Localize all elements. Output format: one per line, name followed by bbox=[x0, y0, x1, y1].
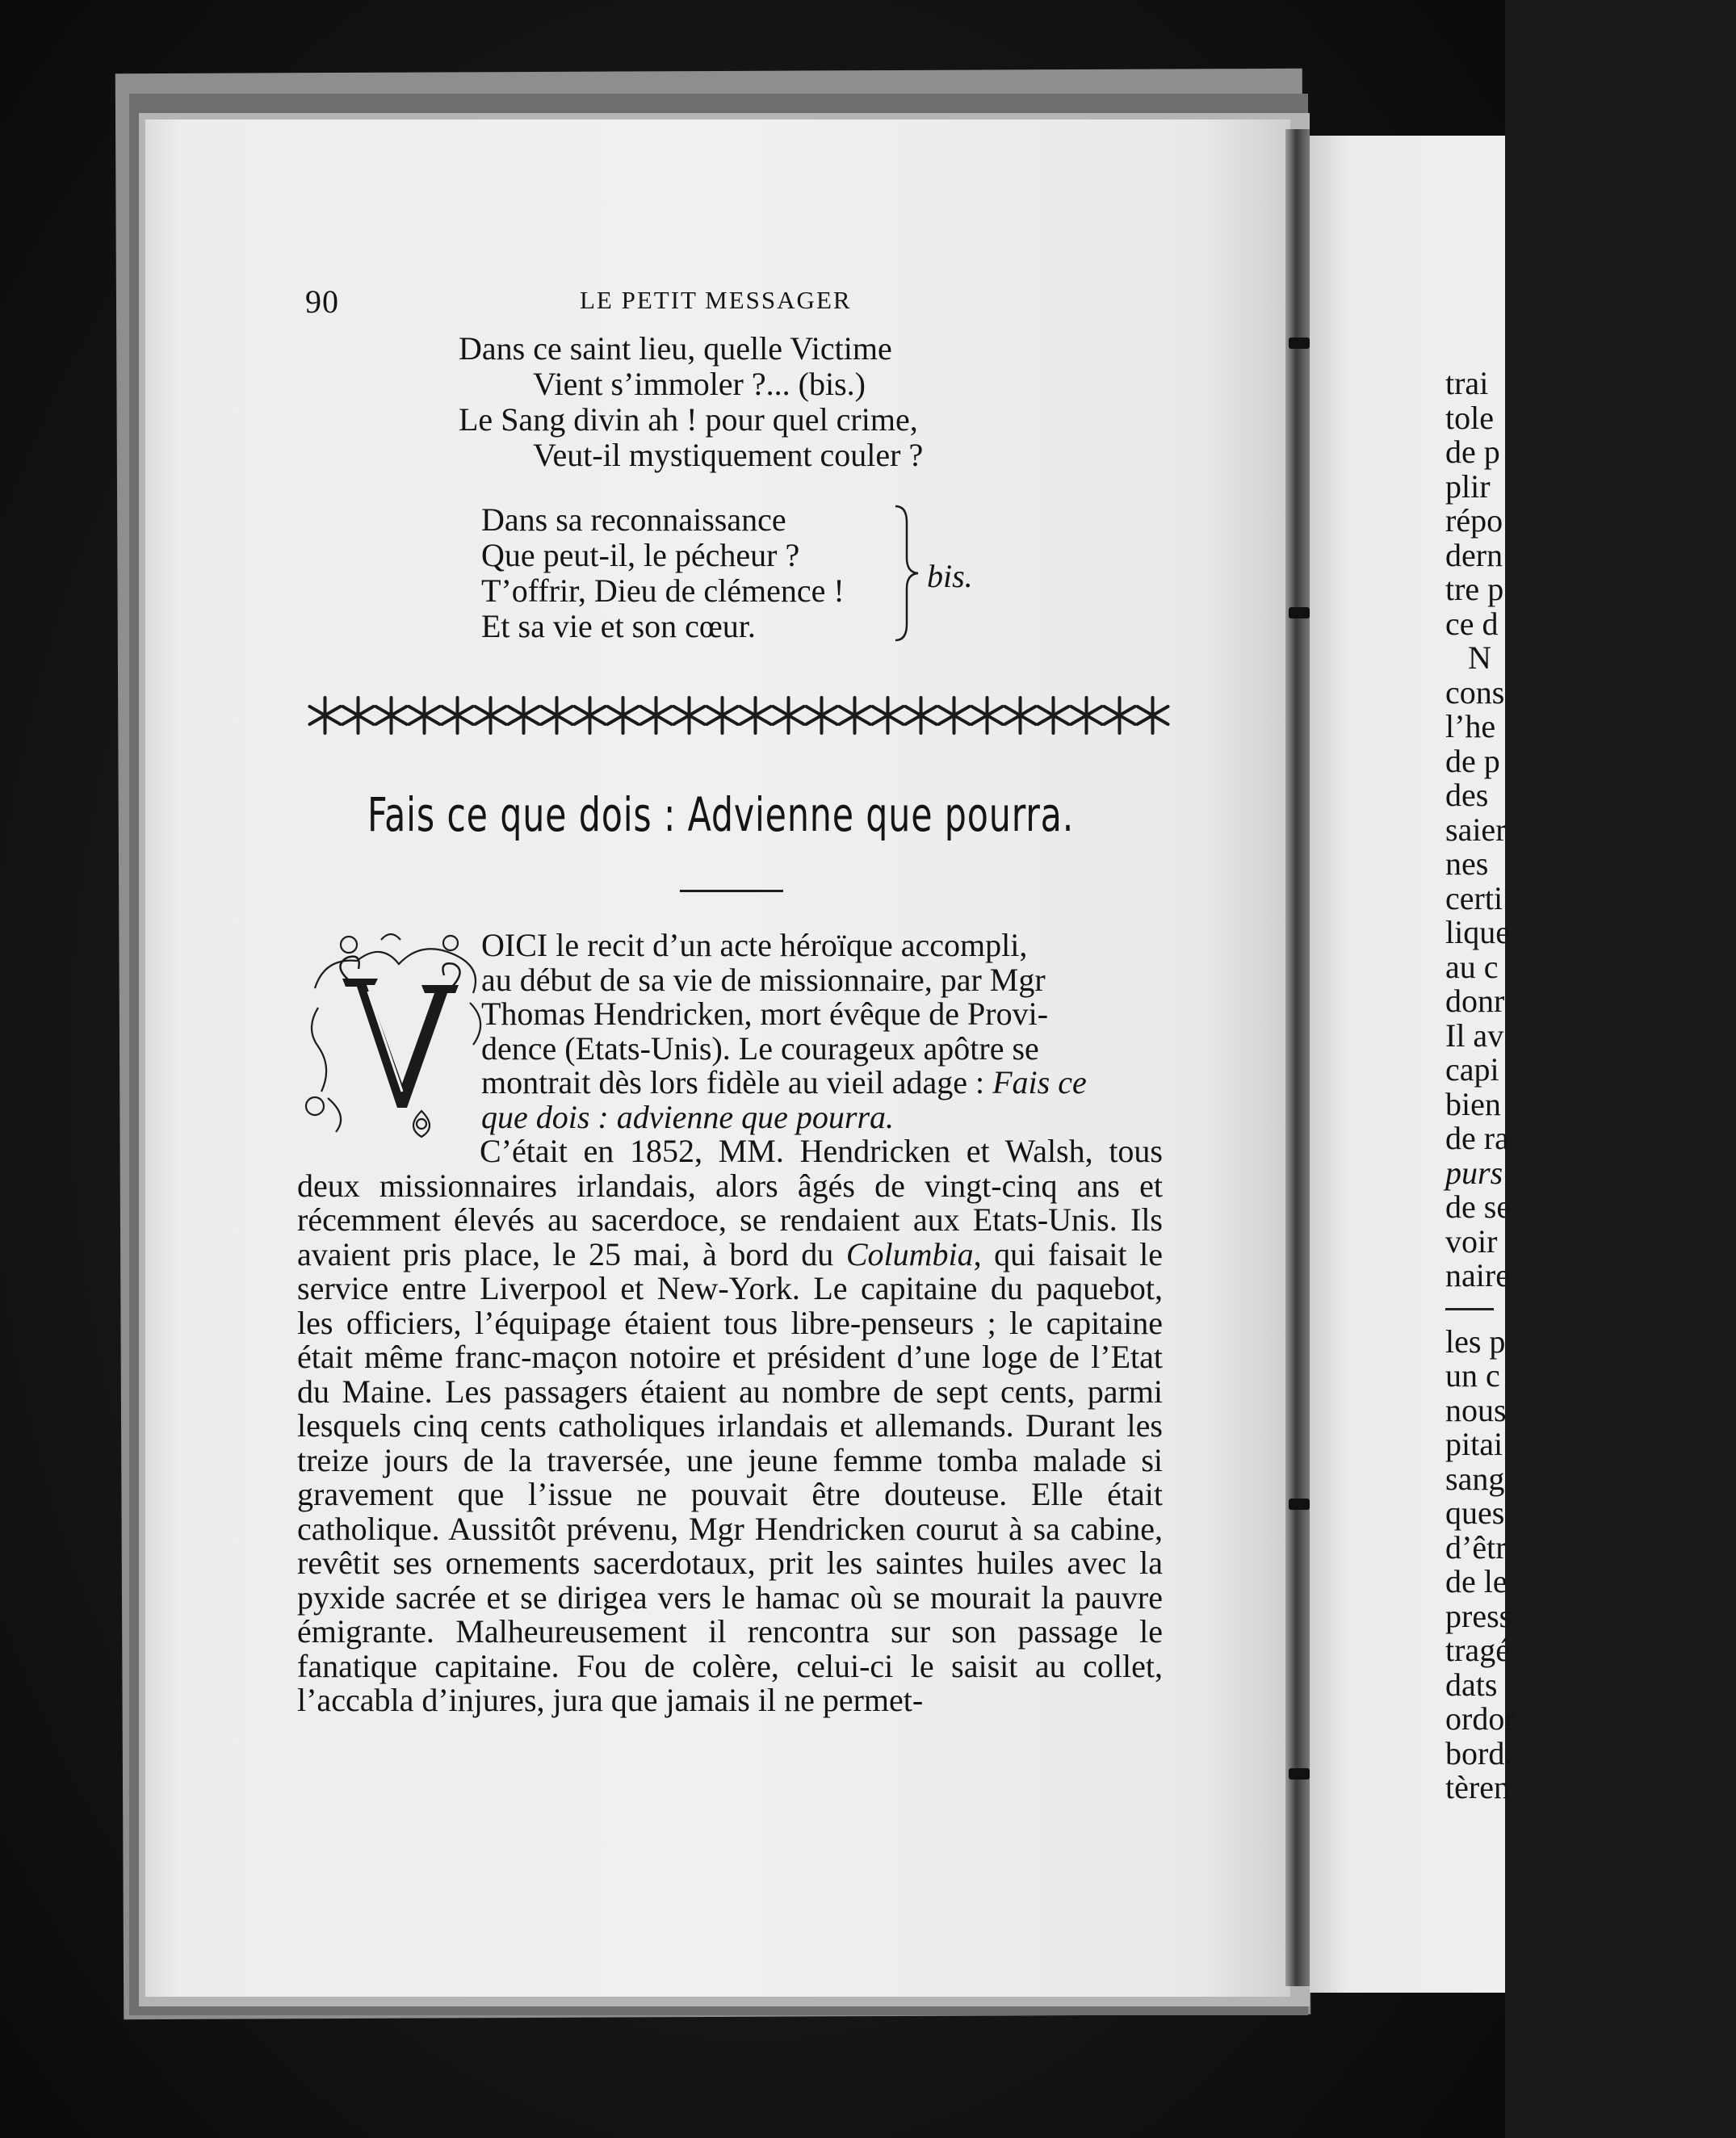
asterisk-ornament-icon bbox=[409, 698, 440, 733]
verse-line: Vient s’immoler ?... (bis.) bbox=[533, 366, 866, 402]
asterisk-ornament-icon bbox=[542, 698, 572, 733]
facing-page-line: de le bbox=[1445, 1563, 1507, 1599]
asterisk-ornament-icon bbox=[641, 698, 672, 733]
article-body bbox=[297, 929, 1163, 1718]
facing-page-line: bord. bbox=[1445, 1734, 1513, 1771]
asterisk-ornament-icon bbox=[1038, 698, 1069, 733]
asterisk-ornament-icon bbox=[1005, 698, 1036, 733]
facing-page-line: tèren bbox=[1445, 1769, 1510, 1805]
asterisk-ornament-icon bbox=[310, 698, 341, 733]
asterisk-ornament-icon bbox=[476, 698, 506, 733]
facing-page-line: nes bbox=[1445, 845, 1489, 882]
chorus-line: Et sa vie et son cœur. bbox=[481, 608, 756, 644]
facing-page-line: donr bbox=[1445, 983, 1505, 1019]
asterisk-ornament-divider bbox=[308, 693, 1169, 738]
facing-page-line: lique bbox=[1445, 914, 1510, 950]
facing-page-line: sang bbox=[1445, 1460, 1505, 1497]
facing-page-line: les p bbox=[1445, 1323, 1506, 1360]
dropcap-line bbox=[481, 1066, 1163, 1100]
facing-page-line: tragé bbox=[1445, 1632, 1510, 1668]
dropcap-line bbox=[481, 963, 1163, 998]
asterisk-ornament-icon bbox=[1105, 698, 1135, 733]
dropcap-line bbox=[481, 997, 1163, 1032]
facing-page-line: des bbox=[1445, 777, 1489, 813]
asterisk-ornament-icon bbox=[707, 698, 738, 733]
page-number: 90 bbox=[305, 283, 339, 320]
facing-page-line: N bbox=[1468, 639, 1491, 676]
asterisk-ornament-icon bbox=[906, 698, 937, 733]
body-line: dence (Etats-Unis). Le courageux apôtre se bbox=[481, 1029, 1039, 1067]
facing-page-line: de p bbox=[1445, 742, 1500, 779]
asterisk-ornament-icon bbox=[376, 698, 407, 733]
hymn-chorus bbox=[481, 502, 845, 644]
facing-page-line: tole bbox=[1445, 399, 1494, 436]
chorus-line: Que peut-il, le pécheur ? bbox=[481, 537, 800, 573]
facing-page-rule bbox=[1445, 1308, 1494, 1310]
facing-page-line: press bbox=[1445, 1597, 1512, 1634]
facing-page-line: un c bbox=[1445, 1357, 1500, 1394]
chorus-line: Dans sa reconnaissance bbox=[481, 501, 786, 538]
asterisk-ornament-icon bbox=[674, 698, 705, 733]
asterisk-ornament-icon bbox=[509, 698, 539, 733]
body-line: que dois : advienne que pourra. bbox=[481, 1098, 895, 1135]
facing-page-line: ordor bbox=[1445, 1700, 1516, 1737]
facing-page-line: nous bbox=[1445, 1391, 1507, 1428]
facing-page-line: l’he bbox=[1445, 708, 1496, 744]
facing-page-line: plir bbox=[1445, 467, 1491, 505]
dropcap-line bbox=[481, 929, 1163, 963]
facing-page-line: dats bbox=[1445, 1666, 1498, 1703]
asterisk-ornament-icon bbox=[774, 698, 804, 733]
asterisk-ornament-icon bbox=[939, 698, 970, 733]
curly-brace-icon bbox=[892, 505, 921, 642]
facing-page-line: capi bbox=[1445, 1051, 1499, 1088]
chorus-line: T’offrir, Dieu de clémence ! bbox=[481, 572, 845, 609]
facing-page-line: ques bbox=[1445, 1495, 1505, 1531]
asterisk-ornament-icon bbox=[840, 698, 870, 733]
facing-page-line: au c bbox=[1445, 948, 1499, 985]
verse-line: Le Sang divin ah ! pour quel crime, bbox=[459, 401, 918, 438]
dropcap-line bbox=[481, 1029, 1163, 1067]
chorus-repeat-mark: bis. bbox=[927, 558, 973, 594]
asterisk-ornament-icon bbox=[1138, 698, 1168, 733]
facing-page-line: de se bbox=[1445, 1188, 1512, 1225]
facing-page-text bbox=[1445, 367, 1736, 1805]
asterisk-ornament-icon bbox=[807, 698, 837, 733]
facing-page-line: bien bbox=[1445, 1085, 1501, 1122]
article-title: Fais ce que dois : Advienne que pourra. bbox=[367, 787, 1075, 842]
asterisk-ornament-icon bbox=[972, 698, 1003, 733]
dropcap-line bbox=[481, 1100, 1163, 1135]
asterisk-ornament-icon bbox=[608, 698, 639, 733]
binding-stitch bbox=[1289, 337, 1310, 349]
facing-page-line: pitai bbox=[1445, 1426, 1503, 1462]
facing-page-line: cons bbox=[1445, 673, 1505, 711]
hymn-verse bbox=[459, 331, 923, 473]
facing-page-line: dern bbox=[1445, 536, 1503, 573]
facing-page-line: de ra bbox=[1445, 1120, 1509, 1156]
facing-page-line: Il av bbox=[1445, 1017, 1504, 1054]
facing-page-line: voir bbox=[1445, 1222, 1498, 1260]
facing-page-line: certi bbox=[1445, 879, 1503, 916]
verse-line: Veut-il mystiquement couler ? bbox=[533, 437, 924, 473]
asterisk-ornament-icon bbox=[442, 698, 473, 733]
book-gutter bbox=[1285, 129, 1310, 1986]
paragraph-text: , qui faisait le service entre Liverpool et New-York. Le capitaine du paquebot, les officiers, l’équipage étaient tous libre-penseurs ; le capitaine était même franc-maçon notoire et président d’une loge de l’Etat du Maine. Les passagers étaient au nombre de sept cents, parmi lesquels cinq cents catholiques irlandais et allemands. Durant les treize jours de la traversée, une jeune femme tomba malade si gravement que l’issue ne pouvait être douteuse. Elle était catholique. Aussitôt prévenu, Mgr Hendricken courut à sa cabine, revêtit ses ornements sacerdotaux, prit les saintes huiles avec la pyxide sacrée et se dirigea vers le hamac où se mourait la pauvre émigrante. Malheureusement il rencontra sur son passage le fanatique capitaine. Fou de colère, celui-ci le saisit au collet, l’accabla d’injures, jura que jamais il ne permet- bbox=[297, 1235, 1163, 1718]
asterisk-ornament-icon bbox=[873, 698, 904, 733]
facing-page-line: ce d bbox=[1445, 605, 1499, 642]
body-line: Thomas Hendricken, mort évêque de Provi- bbox=[481, 996, 1049, 1032]
binding-stitch bbox=[1289, 1499, 1310, 1510]
body-line: OICI le recit d’un acte héroïque accompli, bbox=[481, 927, 1028, 963]
body-line: montrait dès lors fidèle au vieil adage : bbox=[481, 1064, 993, 1100]
facing-page-line: d’êtr bbox=[1445, 1528, 1507, 1566]
ship-name: Columbia bbox=[845, 1235, 974, 1272]
paragraph bbox=[297, 1134, 1163, 1718]
asterisk-ornament-icon bbox=[575, 698, 606, 733]
facing-page-line: tre p bbox=[1445, 571, 1504, 607]
facing-page-line: saier bbox=[1445, 811, 1507, 848]
verse-line: Dans ce saint lieu, quelle Victime bbox=[459, 330, 892, 367]
facing-page-line: purs bbox=[1445, 1154, 1503, 1191]
asterisk-ornament-icon bbox=[740, 698, 771, 733]
facing-page-line: de p bbox=[1445, 434, 1500, 470]
paragraph-text: C’était en 1852, MM. Hendricken et Walsh, tous deux missionnaires irlandais, alors âgés de vingt-cinq ans et récemment élevés au sacerdoce, se rendaient aux Etats-Unis. Ils avaient pris place, le 25 mai, à bord du bbox=[297, 1133, 1163, 1272]
facing-page-line: naire bbox=[1445, 1257, 1510, 1293]
facing-page-line: trai bbox=[1445, 365, 1489, 401]
binding-stitch bbox=[1289, 1768, 1310, 1780]
body-line: au début de sa vie de missionnaire, par Mgr bbox=[481, 961, 1046, 998]
asterisk-ornament-icon bbox=[1071, 698, 1102, 733]
binding-stitch bbox=[1289, 607, 1310, 618]
running-head: LE PETIT MESSAGER bbox=[580, 286, 852, 314]
facing-page-line: répo bbox=[1445, 502, 1503, 539]
asterisk-ornament-icon bbox=[343, 698, 374, 733]
title-rule bbox=[680, 890, 783, 892]
adage-italic: Fais ce bbox=[992, 1064, 1087, 1100]
